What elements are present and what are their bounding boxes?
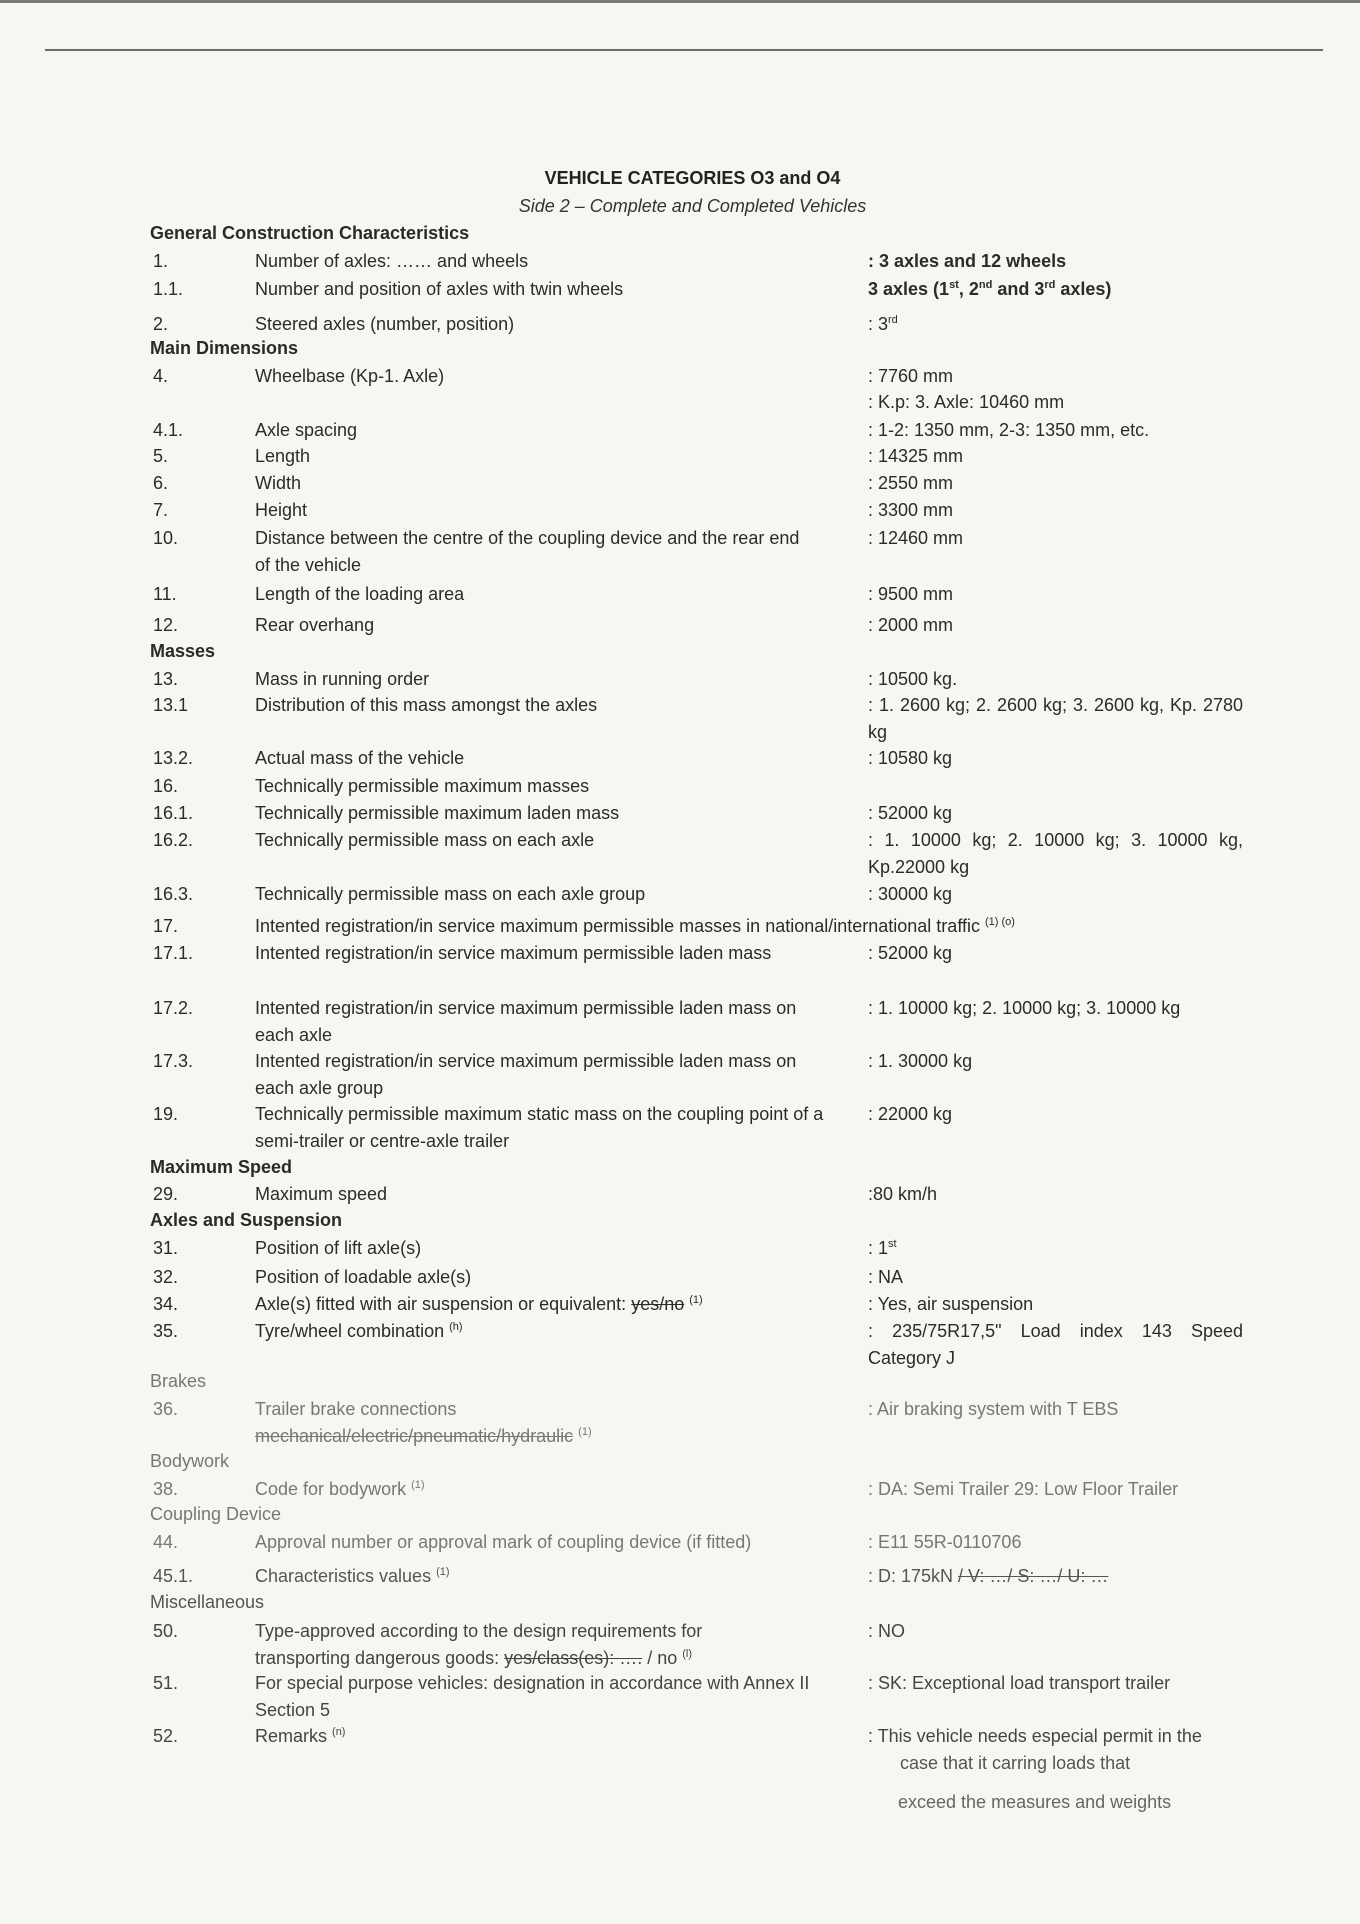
item-label: Number and position of axles with twin wheels [255, 279, 624, 299]
item-value: : 30000 kg [868, 884, 953, 904]
section-coupling: Coupling Device [150, 1504, 282, 1524]
item-number: 50. [153, 1621, 179, 1641]
item-label: Type-approved according to the design requirements for [255, 1621, 703, 1641]
section-dimensions: Main Dimensions [150, 338, 299, 358]
item-number: 35. [153, 1321, 179, 1341]
item-value: : 52000 kg [868, 943, 953, 963]
item-label: Wheelbase (Kp-1. Axle) [255, 366, 445, 386]
item-value: : 12460 mm [868, 528, 964, 548]
item-number: 45.1. [153, 1566, 194, 1586]
item-value: : This vehicle needs especial permit in the [868, 1726, 1202, 1746]
section-masses: Masses [150, 641, 216, 661]
item-label: Technically permissible mass on each axle group [255, 884, 646, 904]
item-label: Position of lift axle(s) [255, 1238, 422, 1258]
item-label: Steered axles (number, position) [255, 314, 515, 334]
item-number: 19. [153, 1104, 179, 1124]
item-label: Distribution of this mass amongst the axles [255, 695, 598, 715]
item-number: 11. [153, 584, 177, 604]
item-value: : 14325 mm [868, 446, 964, 466]
item-label: mechanical/electric/pneumatic/hydraulic $^{(1)}$ [255, 1426, 592, 1446]
item-label: Height [255, 500, 308, 520]
item-number: 10. [153, 528, 179, 548]
item-number: 1. [153, 251, 169, 271]
item-number: 1.1. [153, 279, 184, 299]
item-number: 17. [153, 916, 179, 936]
item-number: 16.3. [153, 884, 194, 904]
item-label: Mass in running order [255, 669, 430, 689]
item-value: : 3rd [868, 314, 898, 334]
item-value: : D: 175kN / V: …/ S: …/ U: … [868, 1566, 1109, 1586]
item-label: Position of loadable axle(s) [255, 1267, 472, 1287]
item-value: : K.p: 3. Axle: 10460 mm [868, 392, 1065, 412]
item-label: Axle spacing [255, 420, 358, 440]
item-label: Technically permissible mass on each axle [255, 830, 595, 850]
section-misc: Miscellaneous [150, 1592, 265, 1612]
item-number: 52. [153, 1726, 179, 1746]
item-label: Number of axles: …… and wheels [255, 251, 529, 271]
item-label: Axle(s) fitted with air suspension or equivalent: yes/no $^{(1)}$ [255, 1294, 703, 1314]
item-label: Distance between the centre of the coupling device and the rear end of the vehicle [255, 528, 800, 575]
item-value: case that it carring loads that [900, 1753, 1131, 1773]
item-number: 32. [153, 1267, 179, 1287]
item-value: : 52000 kg [868, 803, 953, 823]
item-value: : NO [868, 1621, 906, 1641]
item-label: Intented registration/in service maximum permissible laden mass [255, 943, 772, 963]
item-value: : 7760 mm [868, 366, 954, 386]
item-label: Technically permissible maximum static mass on the coupling point of a semi-trailer or centre-axle trailer [255, 1104, 824, 1151]
item-label: Length [255, 446, 311, 466]
item-label: Intented registration/in service maximum permissible laden mass on each axle [255, 998, 797, 1045]
item-number: 2. [153, 314, 169, 334]
item-number: 6. [153, 473, 169, 493]
item-value: : 235/75R17,5" Load index 143 Speed Category J [868, 1321, 1243, 1368]
item-number: 4. [153, 366, 169, 386]
item-label: Intented registration/in service maximum permissible laden mass on each axle group [255, 1051, 797, 1098]
item-value: :80 km/h [868, 1184, 938, 1204]
item-number: 7. [153, 500, 169, 520]
item-label: Code for bodywork $^{(1)}$ [255, 1479, 425, 1499]
section-speed: Maximum Speed [150, 1157, 293, 1177]
item-number: 34. [153, 1294, 179, 1314]
item-number: 16. [153, 776, 179, 796]
item-number: 17.1. [153, 943, 194, 963]
section-general: General Construction Characteristics [150, 223, 470, 243]
item-label: Technically permissible maximum laden mass [255, 803, 620, 823]
item-value: : 10500 kg. [868, 669, 958, 689]
item-value: : 1. 10000 kg; 2. 10000 kg; 3. 10000 kg, Kp.22000 kg [868, 830, 1243, 877]
item-label: Approval number or approval mark of coupling device (if fitted) [255, 1532, 752, 1552]
item-value: : NA [868, 1267, 904, 1287]
item-value: : 1. 2600 kg; 2. 2600 kg; 3. 2600 kg, Kp. 2780 kg [868, 695, 1243, 742]
item-value: 3 axles (1st, 2nd and 3rd axles) [868, 279, 1112, 299]
item-value: : DA: Semi Trailer 29: Low Floor Trailer [868, 1479, 1179, 1499]
item-number: 17.2. [153, 998, 194, 1018]
item-value: exceed the measures and weights [898, 1792, 1172, 1812]
item-number: 13. [153, 669, 179, 689]
item-value: : 10580 kg [868, 748, 953, 768]
item-number: 29. [153, 1184, 179, 1204]
item-value: : 9500 mm [868, 584, 954, 604]
item-number: 51. [153, 1673, 179, 1693]
item-number: 16.1. [153, 803, 194, 823]
item-number: 38. [153, 1479, 179, 1499]
item-label: Technically permissible maximum masses [255, 776, 590, 796]
item-number: 17.3. [153, 1051, 194, 1071]
item-number: 44. [153, 1532, 179, 1552]
section-brakes: Brakes [150, 1371, 207, 1391]
item-value: : 1. 30000 kg [868, 1051, 973, 1071]
item-value: : 2550 mm [868, 473, 954, 493]
item-number: 36. [153, 1399, 179, 1419]
item-value: : 1. 10000 kg; 2. 10000 kg; 3. 10000 kg [868, 998, 1181, 1018]
item-value: : 22000 kg [868, 1104, 953, 1124]
page-subtitle: Side 2 – Complete and Completed Vehicles [518, 196, 867, 216]
item-number: 13.2. [153, 748, 194, 768]
item-number: 12. [153, 615, 179, 635]
item-value: : SK: Exceptional load transport trailer [868, 1673, 1171, 1693]
item-label: transporting dangerous goods: yes/class(es): …. / no $^{(l)}$ [255, 1648, 693, 1668]
item-label: Characteristics values $^{(1)}$ [255, 1566, 450, 1586]
item-number: 4.1. [153, 420, 184, 440]
item-label: Width [255, 473, 302, 493]
item-value: : Air braking system with T EBS [868, 1399, 1119, 1419]
section-bodywork: Bodywork [150, 1451, 230, 1471]
item-value: : 3 axles and 12 wheels [868, 251, 1067, 271]
item-label: Maximum speed [255, 1184, 388, 1204]
item-label: Trailer brake connections [255, 1399, 457, 1419]
item-label: Remarks $^{(n)}$ [255, 1726, 346, 1746]
item-number: 16.2. [153, 830, 194, 850]
item-label: Tyre/wheel combination $^{(h)}$ [255, 1321, 463, 1341]
item-value: : E11 55R-0110706 [868, 1532, 1022, 1552]
item-label: Rear overhang [255, 615, 375, 635]
item-number: 13.1 [153, 695, 189, 715]
item-label: Length of the loading area [255, 584, 465, 604]
item-label: Intented registration/in service maximum permissible masses in national/international traffic $^{(1) (o)}$ [255, 916, 1015, 936]
item-label: Actual mass of the vehicle [255, 748, 465, 768]
item-value: : 1st [868, 1238, 897, 1258]
item-number: 31. [153, 1238, 179, 1258]
page-title: VEHICLE CATEGORIES O3 and O4 [544, 168, 841, 188]
section-axles: Axles and Suspension [150, 1210, 343, 1230]
item-number: 5. [153, 446, 169, 466]
item-label: For special purpose vehicles: designation in accordance with Annex II Section 5 [255, 1673, 810, 1720]
item-value: : 3300 mm [868, 500, 954, 520]
item-value: : 1-2: 1350 mm, 2-3: 1350 mm, etc. [868, 420, 1150, 440]
item-value: : Yes, air suspension [868, 1294, 1034, 1314]
item-value: : 2000 mm [868, 615, 954, 635]
